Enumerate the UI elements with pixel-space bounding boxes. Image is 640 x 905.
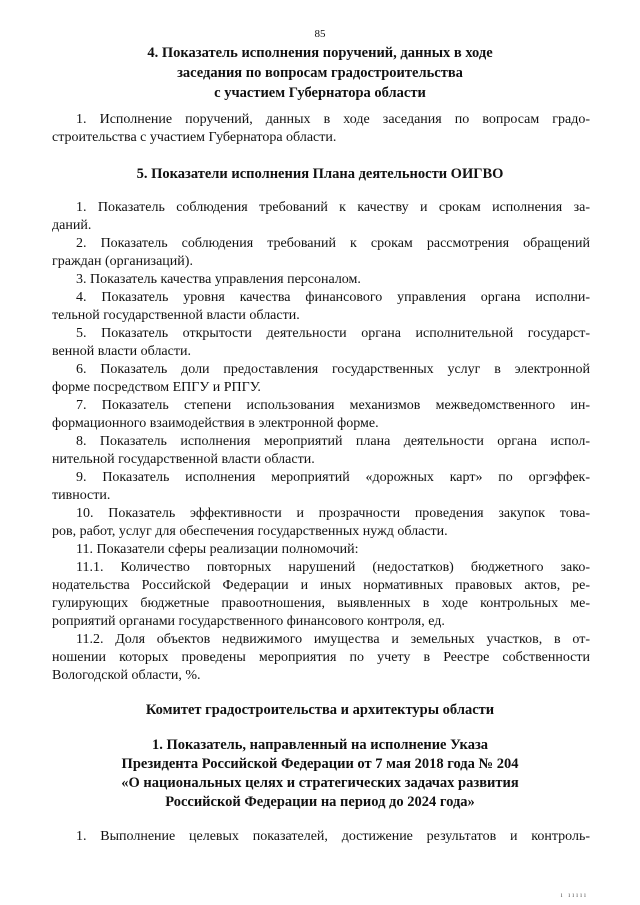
- paragraph-line: граждан (организаций).: [52, 254, 193, 269]
- heading-line: 4. Показатель исполнения поручений, данных в ходе: [147, 45, 493, 61]
- paragraph-line: форме посредством ЕПГУ и РПГУ.: [52, 380, 261, 395]
- paragraph-line: гулирующих бюджетные правоотношения, выявленных в ходе контрольных ме-: [52, 596, 590, 611]
- paragraph-line: 11.2. Доля объектов недвижимого имущества и земельных участков, в от-: [76, 632, 590, 647]
- committee-heading: Комитет градостроительства и архитектуры области: [145, 702, 495, 718]
- paragraph-line: 5. Показатель открытости деятельности органа исполнительной государст-: [76, 326, 590, 341]
- heading-line: «О национальных целях и стратегических задачах развития: [121, 775, 519, 791]
- paragraph-line: 11.1. Количество повторных нарушений (недостатков) бюджетного зако-: [76, 560, 590, 575]
- paragraph-line: 10. Показатель эффективности и прозрачности проведения закупок това-: [76, 506, 590, 521]
- page-number: 85: [314, 28, 326, 40]
- paragraph-line: 11. Показатели сферы реализации полномочий:: [76, 542, 359, 557]
- paragraph-line: венной власти области.: [52, 344, 191, 359]
- paragraph-line: 1. Исполнение поручений, данных в ходе заседания по вопросам градо-: [76, 112, 590, 127]
- paragraph-line: 2. Показатель соблюдения требований к срокам рассмотрения обращений: [76, 236, 590, 251]
- paragraph-line: формационного взаимодействия в электронной форме.: [52, 416, 379, 431]
- paragraph-line: Вологодской области, %.: [52, 668, 201, 683]
- paragraph-line: 9. Показатель исполнения мероприятий «дорожных карт» по оргэффек-: [76, 470, 590, 485]
- heading-line: с участием Губернатора области: [214, 85, 426, 101]
- paragraph-line: 1. Выполнение целевых показателей, достижение результатов и контроль-: [76, 829, 590, 844]
- section-5-heading: 5. Показатели исполнения Плана деятельности ОИГВО: [136, 166, 504, 182]
- heading-line: заседания по вопросам градостроительства: [177, 65, 463, 81]
- paragraph-line: даний.: [52, 218, 92, 233]
- paragraph-line: 1. Показатель соблюдения требований к качеству и срокам исполнения за-: [76, 200, 590, 215]
- paragraph-line: нодательства Российской Федерации и иных нормативных правовых актов, ре-: [52, 578, 590, 593]
- paragraph-line: 3. Показатель качества управления персоналом.: [76, 272, 361, 287]
- heading-line: Российской Федерации на период до 2024 года»: [165, 794, 475, 810]
- paragraph-line: ров, работ, услуг для обеспечения государственных нужд области.: [52, 524, 448, 539]
- scan-mark: ı ııııı: [560, 891, 588, 899]
- paragraph-line: нительной государственной власти области.: [52, 452, 315, 467]
- paragraph-line: тельной государственной власти области.: [52, 308, 300, 323]
- heading-line: Президента Российской Федерации от 7 мая 2018 года № 204: [121, 756, 519, 772]
- paragraph-line: роприятий органами государственного финансового контроля, ед.: [52, 614, 445, 629]
- heading-line: 1. Показатель, направленный на исполнение Указа: [151, 737, 489, 753]
- paragraph-line: тивности.: [52, 488, 111, 503]
- paragraph-line: 7. Показатель степени использования механизмов межведомственного ин-: [76, 398, 590, 413]
- paragraph-line: 8. Показатель исполнения мероприятий плана деятельности органа испол-: [76, 434, 590, 449]
- paragraph-line: ношении которых проведены мероприятия по учету в Реестре собственности: [52, 650, 590, 665]
- paragraph-line: 6. Показатель доли предоставления государственных услуг в электронной: [76, 362, 590, 377]
- paragraph-line: строительства с участием Губернатора области.: [52, 130, 337, 145]
- paragraph-line: 4. Показатель уровня качества финансового управления органа исполни-: [76, 290, 590, 305]
